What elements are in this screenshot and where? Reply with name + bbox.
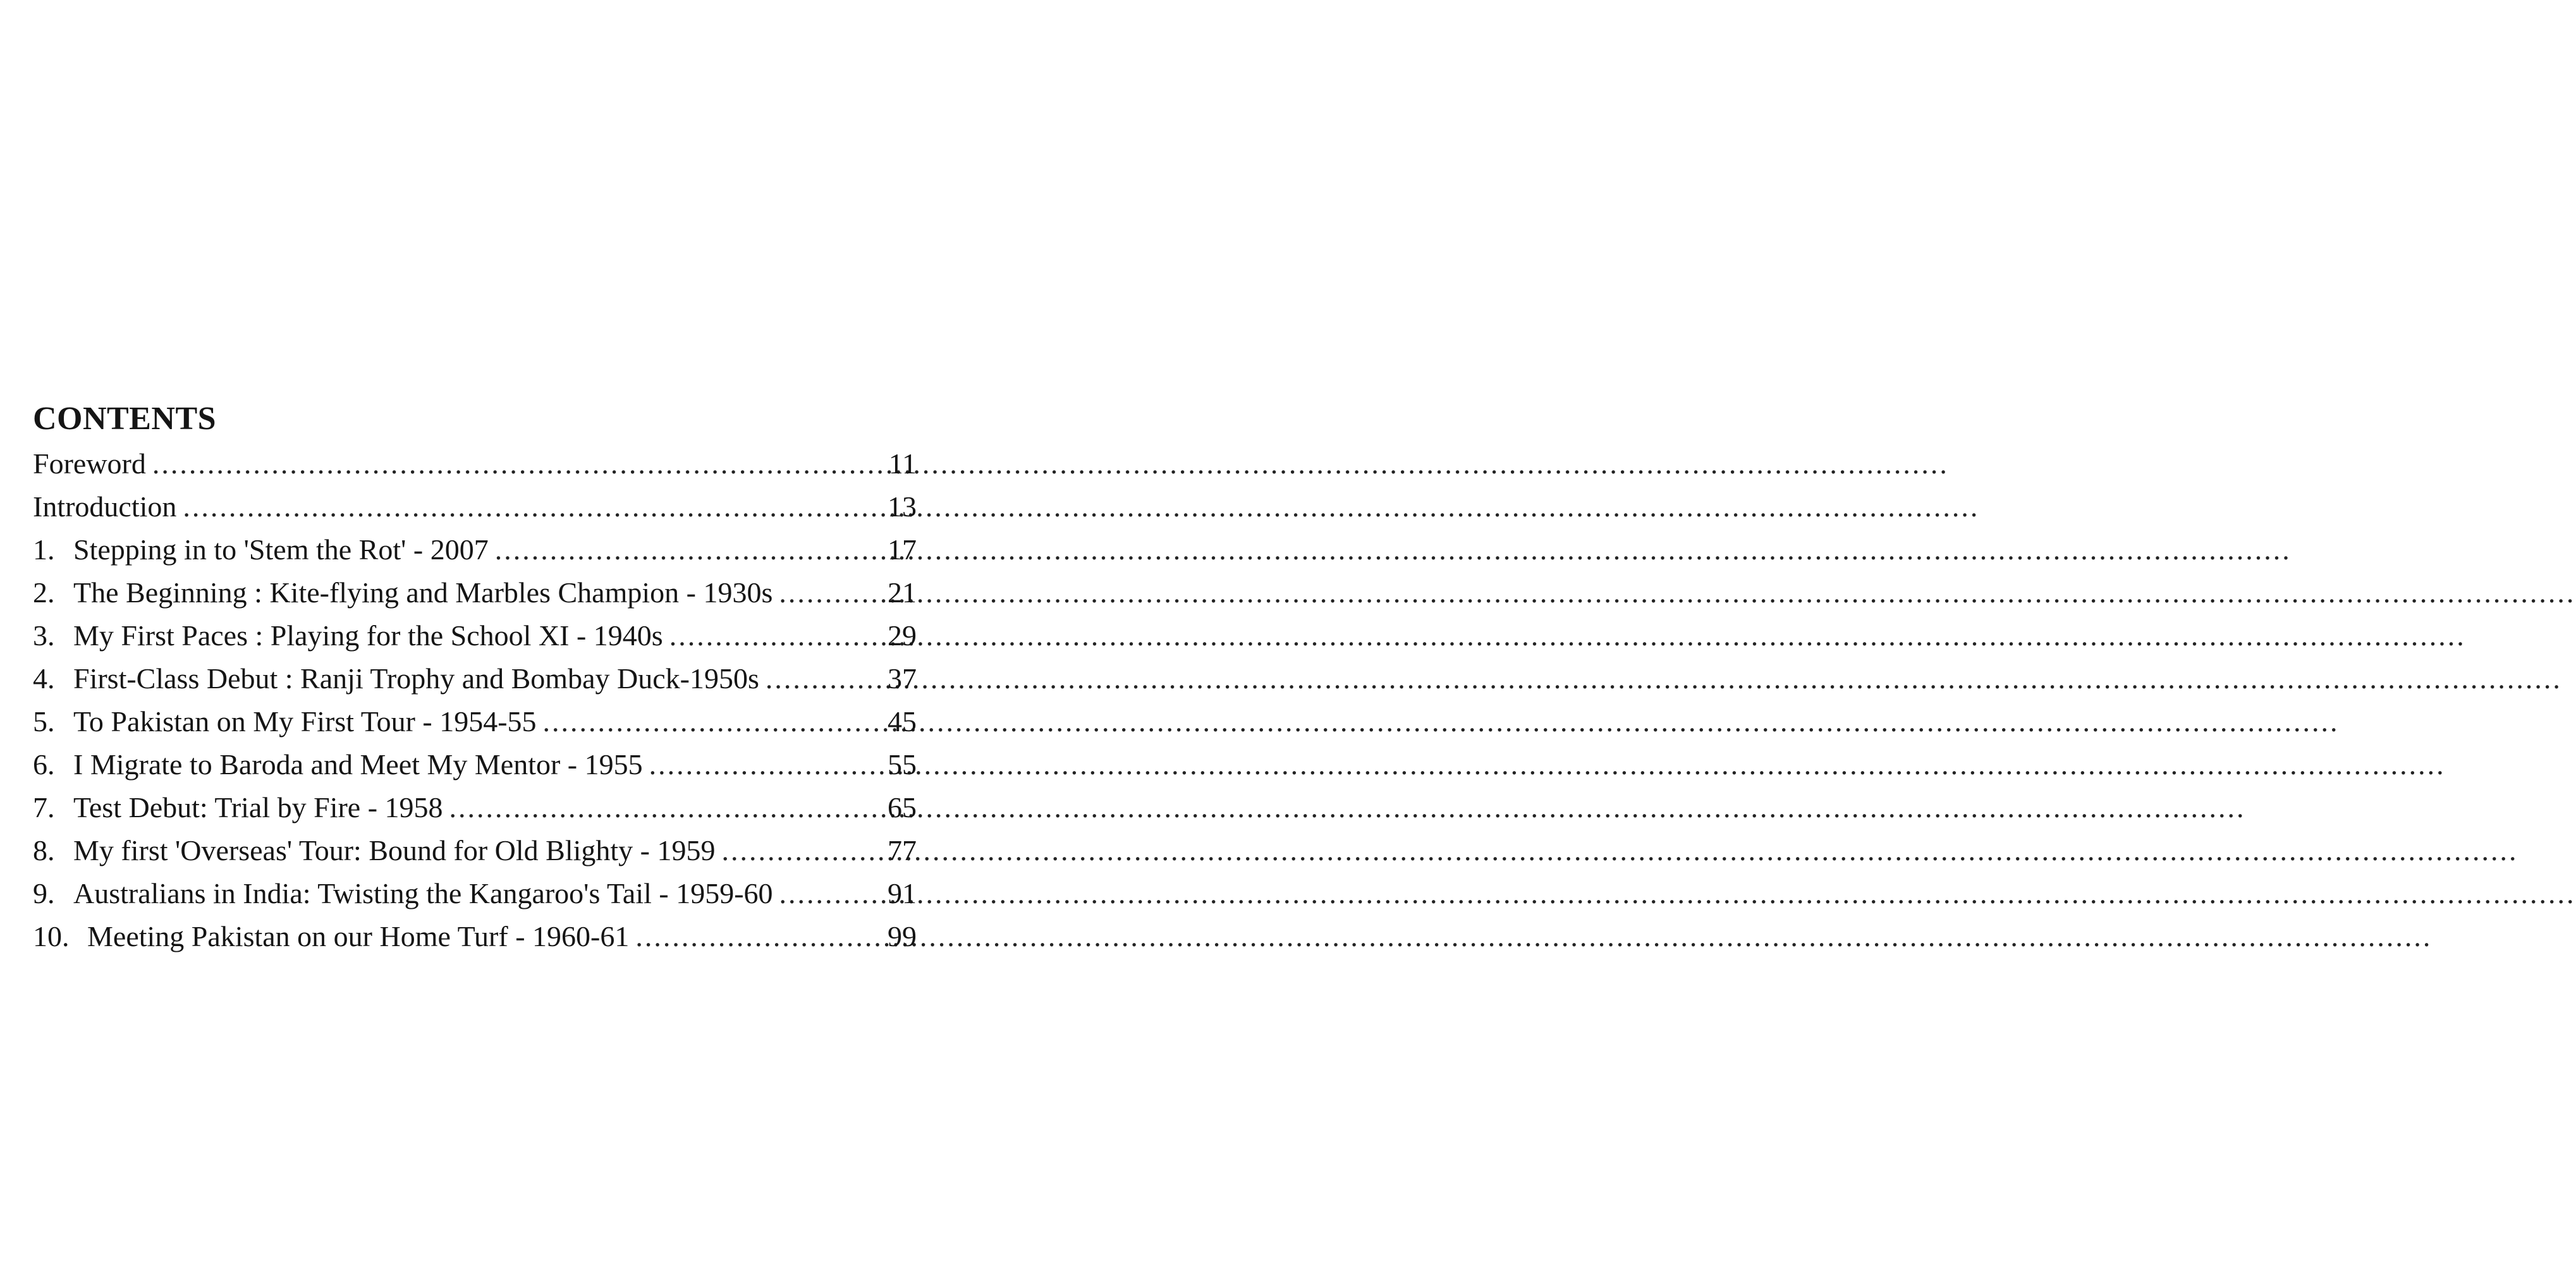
entry-number: 3. (33, 619, 55, 652)
entry-page-number: 55 (888, 748, 917, 781)
toc-entry-introduction (33, 485, 917, 528)
toc-entry-chapter-3 (33, 614, 917, 657)
table-of-contents (33, 399, 917, 958)
entry-title: The Beginning : Kite-flying and Marbles Champion - 1930s (73, 576, 773, 609)
entry-title: My First Paces : Playing for the School XI - 1940s (73, 619, 663, 652)
entry-page-number: 77 (888, 834, 917, 866)
dot-leader (152, 442, 879, 485)
toc-entry-chapter-6 (33, 743, 917, 786)
entry-page-number: 99 (888, 920, 917, 952)
entry-number: 9. (33, 877, 55, 909)
entry-title: Stepping in to 'Stem the Rot' - 2007 (73, 533, 489, 566)
entry-number: 2. (33, 576, 55, 609)
entry-number: 4. (33, 662, 55, 695)
entry-page-number: 37 (888, 662, 917, 695)
dot-leader (669, 614, 879, 657)
toc-entry-chapter-10 (33, 915, 917, 958)
dot-leader (183, 485, 879, 528)
dot-leader (779, 872, 879, 915)
entry-number: 10. (33, 920, 70, 952)
contents-list (33, 442, 917, 958)
entry-number: 6. (33, 748, 55, 781)
toc-entry-chapter-5 (33, 700, 917, 743)
entry-page-number: 13 (888, 490, 917, 523)
toc-entry-foreword (33, 442, 917, 485)
entry-title: Test Debut: Trial by Fire - 1958 (73, 791, 443, 823)
entry-title: First-Class Debut : Ranji Trophy and Bombay Duck-1950s (73, 662, 759, 695)
entry-page-number: 45 (888, 705, 917, 738)
entry-title: Foreword (33, 447, 146, 480)
toc-entry-chapter-8 (33, 829, 917, 872)
entry-page-number: 29 (888, 619, 917, 652)
toc-entry-chapter-7 (33, 786, 917, 829)
dot-leader (779, 571, 879, 614)
dot-leader (766, 657, 879, 700)
entry-page-number: 21 (888, 576, 917, 609)
dot-leader (721, 829, 879, 872)
dot-leader (635, 915, 879, 958)
dot-leader (449, 786, 879, 829)
entry-page-number: 11 (888, 447, 917, 480)
entry-title: Introduction (33, 490, 177, 523)
toc-entry-chapter-2 (33, 571, 917, 614)
entry-title: My first 'Overseas' Tour: Bound for Old Blighty - 1959 (73, 834, 716, 866)
entry-page-number: 91 (888, 877, 917, 909)
entry-page-number: 17 (888, 533, 917, 566)
entry-number: 1. (33, 533, 55, 566)
book-page (0, 0, 948, 1264)
entry-title: Australians in India: Twisting the Kangaroo's Tail - 1959-60 (73, 877, 773, 909)
entry-title: I Migrate to Baroda and Meet My Mentor - 1955 (73, 748, 643, 781)
toc-entry-chapter-4 (33, 657, 917, 700)
toc-entry-chapter-9 (33, 872, 917, 915)
entry-number: 8. (33, 834, 55, 866)
dot-leader (495, 528, 879, 571)
toc-entry-chapter-1 (33, 528, 917, 571)
contents-heading: CONTENTS (33, 401, 217, 437)
dot-leader (649, 743, 879, 786)
entry-number: 7. (33, 791, 55, 823)
entry-page-number: 65 (888, 791, 917, 823)
dot-leader (543, 700, 879, 743)
entry-number: 5. (33, 705, 55, 738)
entry-title: Meeting Pakistan on our Home Turf - 1960-61 (87, 920, 630, 952)
entry-title: To Pakistan on My First Tour - 1954-55 (73, 705, 537, 738)
